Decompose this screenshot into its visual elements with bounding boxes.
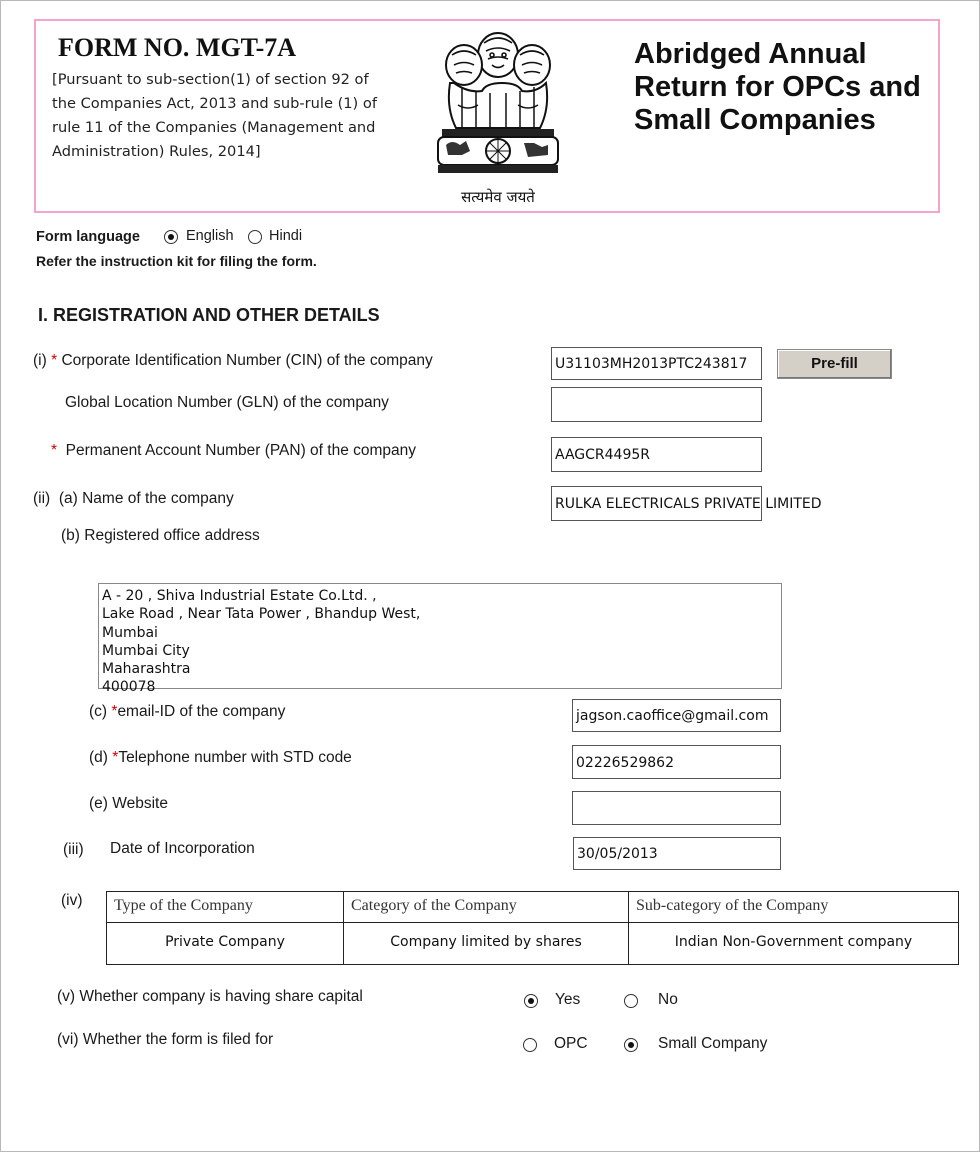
section-heading: I. REGISTRATION AND OTHER DETAILS <box>38 305 380 325</box>
company-name-label <box>33 490 234 508</box>
required-star: * <box>51 442 58 459</box>
required-star: * <box>51 352 58 369</box>
form-title-line: Return for OPCs and <box>634 71 921 103</box>
email-label-text: email-ID of the company <box>117 703 286 720</box>
language-hindi-radio[interactable] <box>248 230 262 244</box>
filed-for-small-company-label: Small Company <box>658 1035 768 1052</box>
form-number: FORM NO. MGT-7A <box>58 33 297 62</box>
address-line: Mumbai City <box>102 642 190 659</box>
company-category-value: Company limited by shares <box>344 923 629 965</box>
required-star: * <box>112 749 119 766</box>
address-textarea[interactable] <box>98 583 782 696</box>
table-header-cell: Category of the Company <box>344 892 629 923</box>
cin-input[interactable]: U31103MH2013PTC243817 <box>551 347 762 380</box>
item-number: (i) <box>33 352 47 369</box>
form-header <box>34 19 940 213</box>
language-hindi-label: Hindi <box>269 228 303 244</box>
pursuant-line: the Companies Act, 2013 and sub-rule (1) of <box>52 95 377 112</box>
website-label: (e) Website <box>89 795 168 812</box>
table-row <box>107 923 959 965</box>
company-name-label-text: (a) Name of the company <box>58 490 234 507</box>
incorporation-label: Date of Incorporation <box>110 840 255 857</box>
incorporation-date-input[interactable]: 30/05/2013 <box>573 837 781 870</box>
emblem-motto: सत्यमेव जयते <box>461 188 535 206</box>
address-line: Lake Road , Near Tata Power , Bhandup West, <box>102 606 421 623</box>
filed-for-small-company-radio[interactable] <box>624 1038 638 1052</box>
pan-input[interactable]: AAGCR4495R <box>551 437 762 472</box>
phone-label-text: Telephone number with STD code <box>118 749 352 766</box>
language-english-radio[interactable] <box>164 230 178 244</box>
share-capital-yes-radio[interactable] <box>524 994 538 1008</box>
language-english-label: English <box>186 228 234 244</box>
prefill-button[interactable]: Pre-fill <box>777 349 892 379</box>
cin-label-text: Corporate Identification Number (CIN) of the company <box>61 352 433 369</box>
email-prefix: (c) <box>89 703 108 720</box>
address-line: Maharashtra <box>102 661 191 678</box>
required-star: * <box>111 703 118 720</box>
email-label <box>89 703 285 721</box>
pursuant-line: [Pursuant to sub-section(1) of section 92 of <box>52 71 369 88</box>
form-title-line: Abridged Annual <box>634 38 867 70</box>
form-language-label: Form language <box>36 229 140 245</box>
company-type-table <box>106 891 959 965</box>
table-header-cell: Type of the Company <box>107 892 344 923</box>
website-input[interactable] <box>572 791 781 825</box>
pursuant-text <box>52 68 387 164</box>
instruction-note: Refer the instruction kit for filing the form. <box>36 253 317 269</box>
form-title <box>634 38 921 137</box>
address-label: (b) Registered office address <box>61 527 260 544</box>
phone-prefix: (d) <box>89 749 108 766</box>
item-number: (ii) <box>33 490 51 507</box>
pan-label-text: Permanent Account Number (PAN) of the company <box>65 442 417 459</box>
national-emblem <box>428 25 568 209</box>
share-capital-no-label: No <box>658 991 678 1008</box>
table-header-cell: Sub-category of the Company <box>629 892 959 923</box>
phone-input[interactable]: 02226529862 <box>572 745 781 779</box>
address-line: A - 20 , Shiva Industrial Estate Co.Ltd. , <box>102 588 377 604</box>
form-title-line: Small Companies <box>634 104 876 136</box>
address-line: 400078 <box>102 679 156 696</box>
company-name-input[interactable]: RULKA ELECTRICALS PRIVATE LIMITED <box>551 486 762 521</box>
pursuant-line: Administration) Rules, 2014] <box>52 143 261 160</box>
company-type-value: Private Company <box>107 923 344 965</box>
lion-capital-icon <box>428 25 568 185</box>
company-type-number: (iv) <box>61 892 83 909</box>
share-capital-label: (v) Whether company is having share capital <box>57 988 363 1005</box>
gln-label: Global Location Number (GLN) of the company <box>65 394 389 411</box>
gln-input[interactable] <box>551 387 762 422</box>
filed-for-opc-label: OPC <box>554 1035 588 1052</box>
pursuant-line: rule 11 of the Companies (Management and <box>52 119 376 136</box>
share-capital-no-radio[interactable] <box>624 994 638 1008</box>
filed-for-label: (vi) Whether the form is filed for <box>57 1031 274 1048</box>
company-subcategory-value: Indian Non-Government company <box>629 923 959 965</box>
table-header-row <box>107 892 959 923</box>
address-line: Mumbai <box>102 624 158 641</box>
filed-for-opc-radio[interactable] <box>523 1038 537 1052</box>
phone-label <box>89 749 352 767</box>
email-input[interactable]: jagson.caoffice@gmail.com <box>572 699 781 732</box>
cin-label <box>33 352 433 370</box>
incorporation-number: (iii) <box>63 841 84 858</box>
pan-label <box>51 442 416 460</box>
share-capital-yes-label: Yes <box>555 991 581 1008</box>
